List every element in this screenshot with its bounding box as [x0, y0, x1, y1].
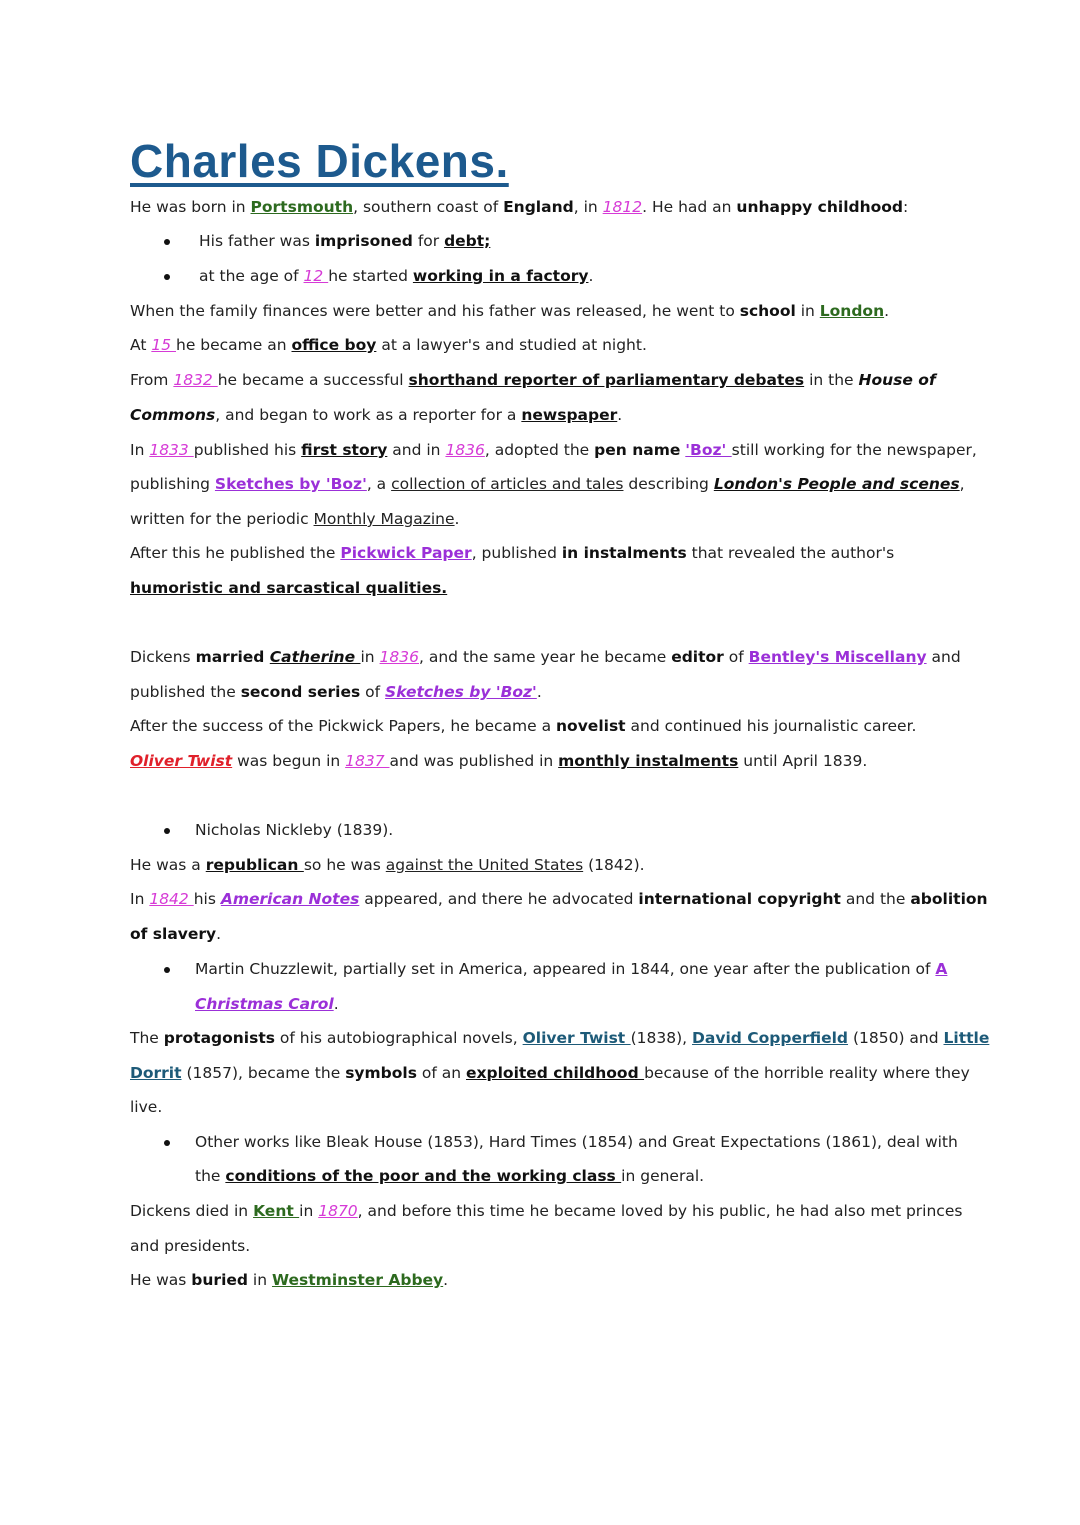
- bullet-icon: [164, 1140, 170, 1146]
- text-run: the: [195, 1167, 226, 1185]
- text-run: at the age of: [199, 267, 304, 285]
- text-run: . He had an: [642, 198, 737, 216]
- text-run: In: [130, 441, 150, 459]
- text-run: in instalments: [561, 544, 687, 562]
- text-run: 'Boz': [685, 441, 732, 459]
- text-run: , in: [573, 198, 603, 216]
- text-run: Nicholas Nickleby (1839).: [195, 821, 394, 839]
- text-line: [130, 474, 965, 494]
- text-run: he became an: [176, 336, 292, 354]
- text-run: (1842).: [583, 856, 645, 874]
- text-run: Monthly Magazine: [313, 510, 455, 528]
- text-run: in general.: [621, 1167, 705, 1185]
- text-run: in: [360, 648, 380, 666]
- text-run: and: [926, 648, 961, 666]
- text-run: he became a successful: [217, 371, 409, 389]
- text-run: published his: [193, 441, 302, 459]
- bullet-line: [199, 231, 490, 251]
- text-line: [130, 924, 221, 944]
- text-line: [130, 682, 542, 702]
- text-run: and presidents.: [130, 1237, 251, 1255]
- text-run: , southern coast of: [353, 198, 504, 216]
- text-run: editor: [671, 648, 724, 666]
- text-run: and in: [387, 441, 446, 459]
- text-run: Dorrit: [130, 1064, 182, 1082]
- text-run: office boy: [291, 336, 377, 354]
- place-portsmouth: Portsmouth: [250, 198, 354, 216]
- text-run: 1833: [149, 441, 194, 459]
- bullet-line: [195, 820, 393, 840]
- text-run: describing: [623, 475, 714, 493]
- text-run: Oliver Twist: [130, 752, 233, 770]
- text-line: [130, 716, 916, 736]
- text-line: [130, 647, 961, 667]
- text-run: at a lawyer's and studied at night.: [376, 336, 647, 354]
- text-line: [130, 889, 988, 909]
- text-run: Westminster Abbey: [271, 1271, 444, 1289]
- text-line: [130, 578, 447, 598]
- text-line: [130, 197, 908, 217]
- text-run: of an: [416, 1064, 466, 1082]
- text-run: , published: [471, 544, 562, 562]
- text-run: From: [130, 371, 174, 389]
- text-line: [130, 1270, 448, 1290]
- text-run: 1832: [173, 371, 218, 389]
- text-run: in the: [804, 371, 859, 389]
- text-run: 1836: [445, 441, 485, 459]
- text-run: ,: [959, 475, 965, 493]
- text-run: , and before this time he became loved by his public, he had also met princes: [357, 1202, 963, 1220]
- text-run: against the United States: [385, 856, 584, 874]
- text-run: 15: [151, 336, 176, 354]
- text-run: Dickens died in: [130, 1202, 254, 1220]
- text-line: [130, 1097, 162, 1117]
- text-run: .: [617, 406, 623, 424]
- text-run: protagonists: [163, 1029, 275, 1047]
- text-line: [130, 509, 459, 529]
- text-run: Other works like Bleak House (1853), Hard Times (1854) and Great Expectations (1861), deal with: [195, 1133, 958, 1151]
- text-run: , a: [366, 475, 392, 493]
- text-run: , adopted the: [484, 441, 595, 459]
- text-run: international copyright: [638, 890, 841, 908]
- text-run: appeared, and there he advocated: [359, 890, 639, 908]
- text-run: imprisoned: [314, 232, 413, 250]
- text-run: 1842: [149, 890, 194, 908]
- text-run: Sketches by 'Boz': [214, 475, 367, 493]
- text-run: .: [216, 925, 222, 943]
- text-run: After the success of the Pickwick Papers, he became a: [130, 717, 557, 735]
- bullet-icon: [164, 239, 170, 245]
- text-run: Christmas Carol: [195, 995, 334, 1013]
- text-run: Bentley's Miscellany: [748, 648, 927, 666]
- text-run: buried: [191, 1271, 248, 1289]
- text-run: collection of articles and tales: [391, 475, 624, 493]
- text-run: Martin Chuzzlewit, partially set in America, appeared in 1844, one year after the publication of: [195, 960, 936, 978]
- text-run: He was a: [130, 856, 206, 874]
- text-run: abolition: [910, 890, 988, 908]
- text-run: After this he published the: [130, 544, 341, 562]
- text-run: and the: [840, 890, 911, 908]
- text-run: live.: [130, 1098, 163, 1116]
- text-line: [130, 440, 977, 460]
- bullet-icon: [164, 828, 170, 834]
- text-run: 1837: [345, 752, 390, 770]
- bullet-line-continued: [195, 994, 339, 1014]
- text-run: his: [193, 890, 221, 908]
- text-run: Commons: [130, 406, 216, 424]
- text-run: (1838),: [630, 1029, 693, 1047]
- text-run: .: [536, 683, 542, 701]
- text-run: republican: [205, 856, 304, 874]
- text-run: (1850) and: [848, 1029, 944, 1047]
- text-run: in: [248, 1271, 272, 1289]
- text-run: 12: [303, 267, 329, 285]
- text-run: .: [454, 510, 460, 528]
- text-run: written for the periodic: [130, 510, 314, 528]
- text-run: of his autobiographical novels,: [274, 1029, 523, 1047]
- text-run: unhappy childhood: [736, 198, 904, 216]
- text-run: 1870: [318, 1202, 358, 1220]
- bullet-line: [199, 266, 593, 286]
- text-run: because of the horrible reality where they: [644, 1064, 970, 1082]
- text-run: debt;: [444, 232, 491, 250]
- text-run: newspaper: [521, 406, 618, 424]
- bullet-icon: [164, 967, 170, 973]
- text-run: second series: [240, 683, 361, 701]
- text-run: His father was: [199, 232, 315, 250]
- text-line: [130, 855, 645, 875]
- text-run: was begun in: [232, 752, 346, 770]
- text-line: [130, 1028, 989, 1048]
- text-run: conditions of the poor and the working class: [225, 1167, 622, 1185]
- text-run: in: [299, 1202, 319, 1220]
- text-run: first story: [301, 441, 388, 459]
- text-run: (1857), became the: [181, 1064, 346, 1082]
- text-run: of slavery: [130, 925, 217, 943]
- text-run: .: [443, 1271, 449, 1289]
- text-run: pen name: [594, 441, 681, 459]
- text-line: [130, 405, 622, 425]
- text-run: .: [884, 302, 890, 320]
- text-line: [130, 370, 936, 390]
- text-run: exploited childhood: [466, 1064, 645, 1082]
- text-run: and continued his journalistic career.: [625, 717, 917, 735]
- text-run: , and began to work as a reporter for a: [215, 406, 522, 424]
- text-run: still working for the newspaper,: [731, 441, 977, 459]
- text-run: published the: [130, 683, 241, 701]
- text-run: Catherine: [269, 648, 361, 666]
- text-run: , and the same year he became: [419, 648, 672, 666]
- text-line: [130, 751, 867, 771]
- page-title: Charles Dickens.: [130, 135, 509, 187]
- text-run: American Notes: [220, 890, 360, 908]
- bullet-line-continued: [195, 1166, 704, 1186]
- place-london: London: [819, 302, 885, 320]
- bullet-line: [195, 959, 947, 979]
- text-run: monthly instalments: [558, 752, 739, 770]
- text-line: [130, 1063, 970, 1083]
- text-run: House of: [858, 371, 936, 389]
- text-run: symbols: [345, 1064, 417, 1082]
- text-run: .: [588, 267, 594, 285]
- text-run: A: [935, 960, 948, 978]
- text-line: [130, 1201, 962, 1221]
- text-run: :: [903, 198, 909, 216]
- text-run: married: [195, 648, 270, 666]
- text-run: Sketches by 'Boz': [385, 683, 537, 701]
- text-line: [130, 335, 647, 355]
- text-run: The: [130, 1029, 164, 1047]
- text-run: working in a factory: [412, 267, 589, 285]
- text-run: .: [333, 995, 339, 1013]
- text-run: In: [130, 890, 150, 908]
- bullet-icon: [164, 274, 170, 280]
- bullet-line: [195, 1132, 958, 1152]
- text-run: he started: [328, 267, 413, 285]
- text-run: in: [795, 302, 820, 320]
- text-run: and was published in: [389, 752, 559, 770]
- text-run: novelist: [556, 717, 626, 735]
- text-run: David Copperfield: [692, 1029, 849, 1047]
- text-run: school: [739, 302, 796, 320]
- text-run: of: [360, 683, 386, 701]
- text-run: He was born in: [130, 198, 251, 216]
- text-run: Oliver Twist: [522, 1029, 631, 1047]
- text-run: for: [412, 232, 445, 250]
- text-run: London's People and scenes: [713, 475, 960, 493]
- text-run: When the family finances were better and his father was released, he went to: [130, 302, 740, 320]
- text-run: At: [130, 336, 152, 354]
- text-run: that revealed the author's: [686, 544, 895, 562]
- text-run: of: [723, 648, 749, 666]
- text-run: He was: [130, 1271, 192, 1289]
- text-line: [130, 301, 889, 321]
- text-run: Little: [943, 1029, 990, 1047]
- text-run: 1836: [379, 648, 419, 666]
- text-run: humoristic and sarcastical qualities.: [130, 579, 448, 597]
- date-1812: 1812: [602, 198, 643, 216]
- text-run: Kent: [253, 1202, 300, 1220]
- text-run: until April 1839.: [738, 752, 868, 770]
- text-line: [130, 543, 894, 563]
- text-line: [130, 1236, 250, 1256]
- text-run: shorthand reporter of parliamentary debates: [408, 371, 805, 389]
- text-run: England: [503, 198, 574, 216]
- text-run: Pickwick Paper: [340, 544, 472, 562]
- text-run: Dickens: [130, 648, 196, 666]
- text-run: so he was: [303, 856, 386, 874]
- text-run: publishing: [130, 475, 215, 493]
